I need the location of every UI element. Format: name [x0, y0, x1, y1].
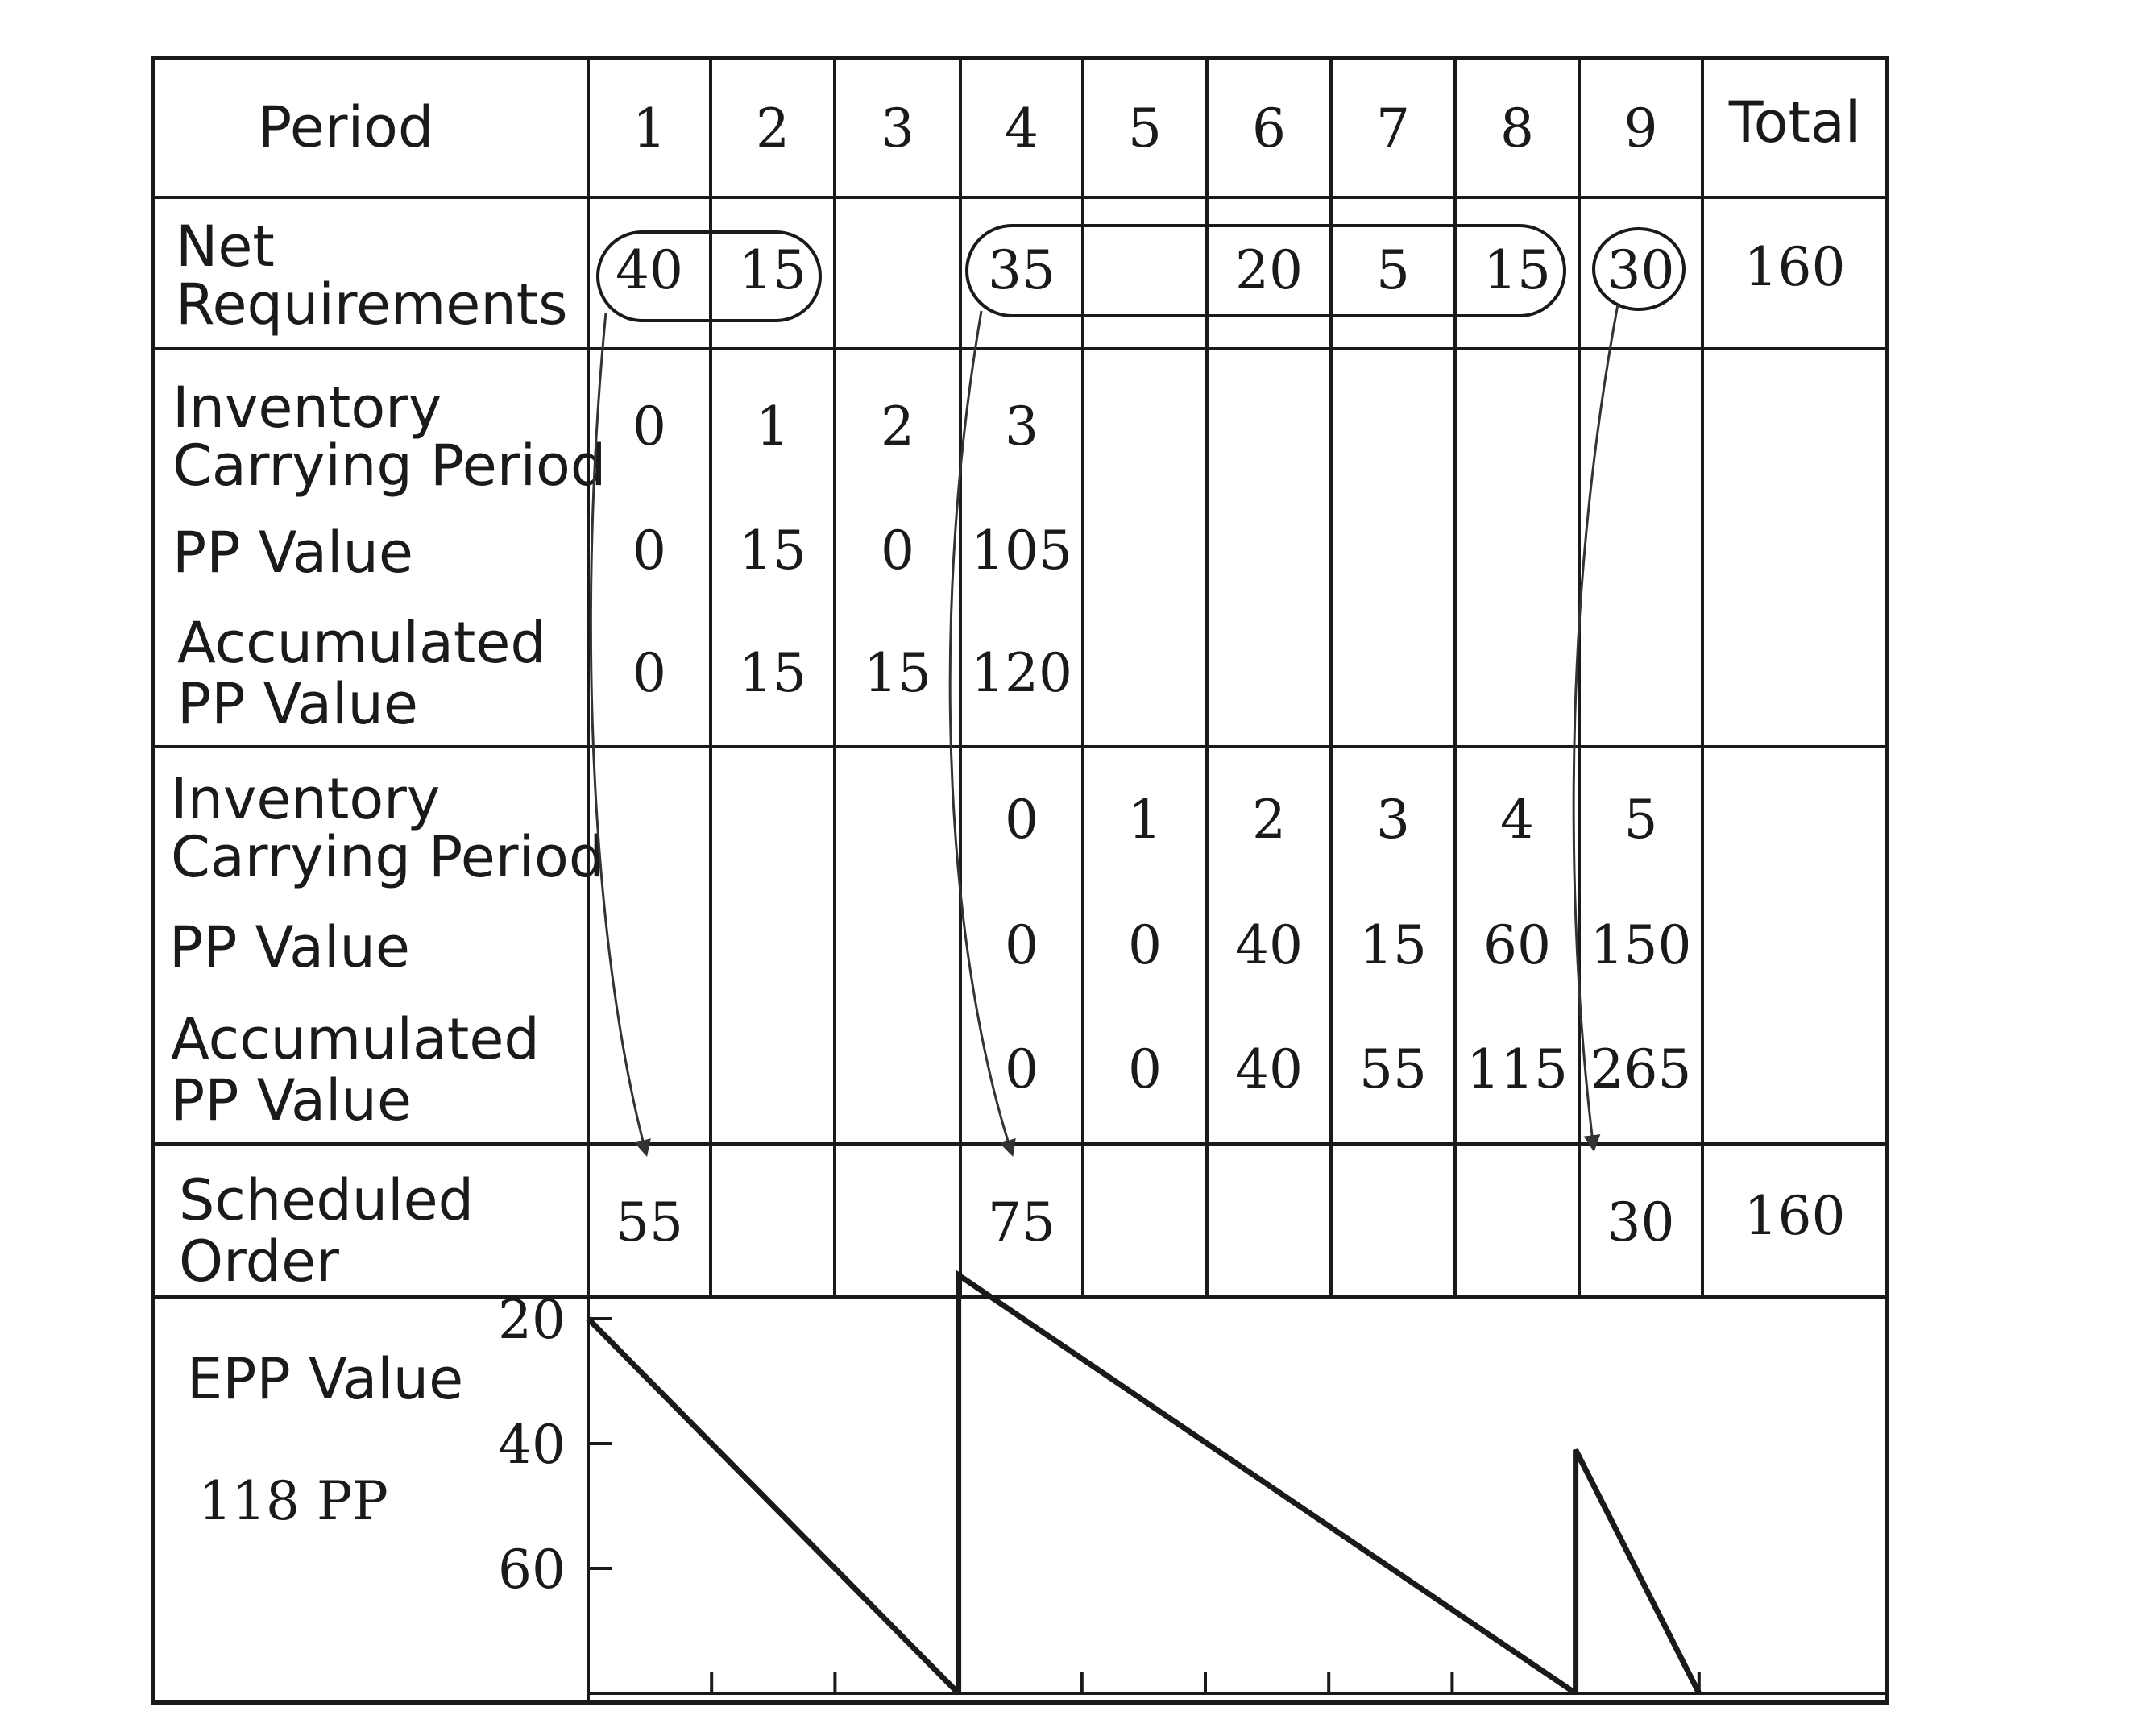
net-requirement-cell: 40: [616, 239, 683, 301]
net-requirement-cell: 5: [1376, 239, 1410, 301]
group2-acc-cell: 0: [1128, 1038, 1162, 1100]
group2-icp-cell: 0: [1005, 789, 1039, 851]
period-header-cell: 6: [1252, 97, 1286, 160]
group2-pp-cell: 15: [1359, 914, 1427, 976]
group1-acc-cell: 15: [739, 642, 806, 704]
group2-acc-label-line1: Accumulated: [171, 1006, 540, 1072]
period-header-cell: 4: [1005, 97, 1039, 160]
net-requirements-label-line1: Net: [176, 213, 275, 280]
group1-icp-label-line1: Inventory: [172, 375, 442, 441]
epp-value: 118 PP: [198, 1470, 388, 1532]
group2-acc-cell: 55: [1359, 1038, 1427, 1100]
group2-acc-cell: 40: [1235, 1038, 1303, 1100]
epp-value-label: EPP Value: [187, 1346, 464, 1412]
group1-icp-cell: 0: [632, 396, 666, 458]
table-cells: [616, 236, 1845, 1253]
group1-icp-label-line2: Carrying Period: [172, 433, 607, 499]
header-row: [632, 89, 1860, 160]
epp-sawtooth-segment: [959, 1275, 1576, 1693]
group2-acc-cell: 115: [1466, 1038, 1568, 1100]
order-arrows: [591, 305, 1618, 1154]
group2-icp-cell: 1: [1128, 789, 1162, 851]
period-header-cell: 7: [1376, 97, 1410, 160]
period-header-cell: 5: [1128, 97, 1162, 160]
y-tick-label: 20: [498, 1289, 566, 1351]
period-header-cell: 3: [881, 97, 914, 160]
group2-pp-cell: 150: [1590, 914, 1692, 976]
period-header-cell: 9: [1623, 97, 1658, 160]
net-requirement-cell: 15: [1483, 239, 1551, 301]
group2-icp-cell: 5: [1623, 789, 1658, 851]
group1-acc-cell: 15: [864, 642, 931, 704]
group2-icp-cell: 4: [1500, 789, 1534, 851]
group1-acc-cell: 0: [632, 642, 666, 704]
group2-pp-cell: 0: [1005, 914, 1039, 976]
epp-chart: [498, 1275, 1887, 1693]
y-tick-label: 60: [498, 1539, 566, 1601]
group1-icp-cell: 1: [756, 396, 790, 458]
group1-pp-cell: 0: [881, 520, 914, 582]
net-requirements-label-line2: Requirements: [176, 271, 568, 338]
group2-icp-cell: 3: [1376, 789, 1410, 851]
epp-sawtooth-segment: [1576, 1450, 1699, 1693]
period-header-cell: 2: [756, 97, 790, 160]
scheduled-order-cell: 30: [1607, 1191, 1675, 1253]
group2-acc-label-line2: PP Value: [171, 1067, 412, 1133]
epp-sawtooth-segment: [588, 1319, 959, 1693]
group2-pp-label: PP Value: [169, 914, 410, 980]
group2-acc-cell: 265: [1590, 1038, 1692, 1100]
group2-icp-label-line2: Carrying Period: [171, 824, 605, 890]
scheduled-order-label-line2: Order: [179, 1228, 339, 1295]
period-header-cell: 1: [632, 97, 666, 160]
period-header-cell: 8: [1500, 97, 1534, 160]
net-requirement-cell: 15: [739, 239, 806, 301]
net-requirement-cell: 30: [1607, 239, 1675, 301]
group2-pp-cell: 40: [1235, 914, 1303, 976]
group1-icp-cell: 2: [881, 396, 914, 458]
scheduled-order-cell: 55: [616, 1191, 683, 1253]
net-requirements-total: 160: [1744, 236, 1846, 298]
scheduled-order-total: 160: [1744, 1185, 1846, 1247]
total-header-cell: Total: [1728, 89, 1861, 155]
group1-pp-cell: 0: [632, 520, 666, 582]
y-tick-label: 40: [498, 1414, 566, 1476]
group2-icp-cell: 2: [1252, 789, 1286, 851]
group1-pp-cell: 105: [971, 520, 1072, 582]
group1-acc-cell: 120: [971, 642, 1072, 704]
group2-pp-cell: 0: [1128, 914, 1162, 976]
net-requirement-cell: 20: [1235, 239, 1303, 301]
net-requirement-cell: 35: [988, 239, 1055, 301]
group2-acc-cell: 0: [1005, 1038, 1039, 1100]
group1-pp-cell: 15: [739, 520, 806, 582]
group1-icp-cell: 3: [1005, 396, 1039, 458]
group1-pp-label: PP Value: [172, 520, 413, 586]
group2-icp-label-line1: Inventory: [171, 766, 441, 832]
group2-pp-cell: 60: [1483, 914, 1551, 976]
group1-acc-label-line2: PP Value: [177, 671, 418, 737]
group1-acc-label-line1: Accumulated: [177, 610, 546, 676]
scheduled-order-cell: 75: [988, 1191, 1055, 1253]
scheduled-order-label-line1: Scheduled: [179, 1167, 475, 1233]
period-label: Period: [258, 94, 434, 160]
